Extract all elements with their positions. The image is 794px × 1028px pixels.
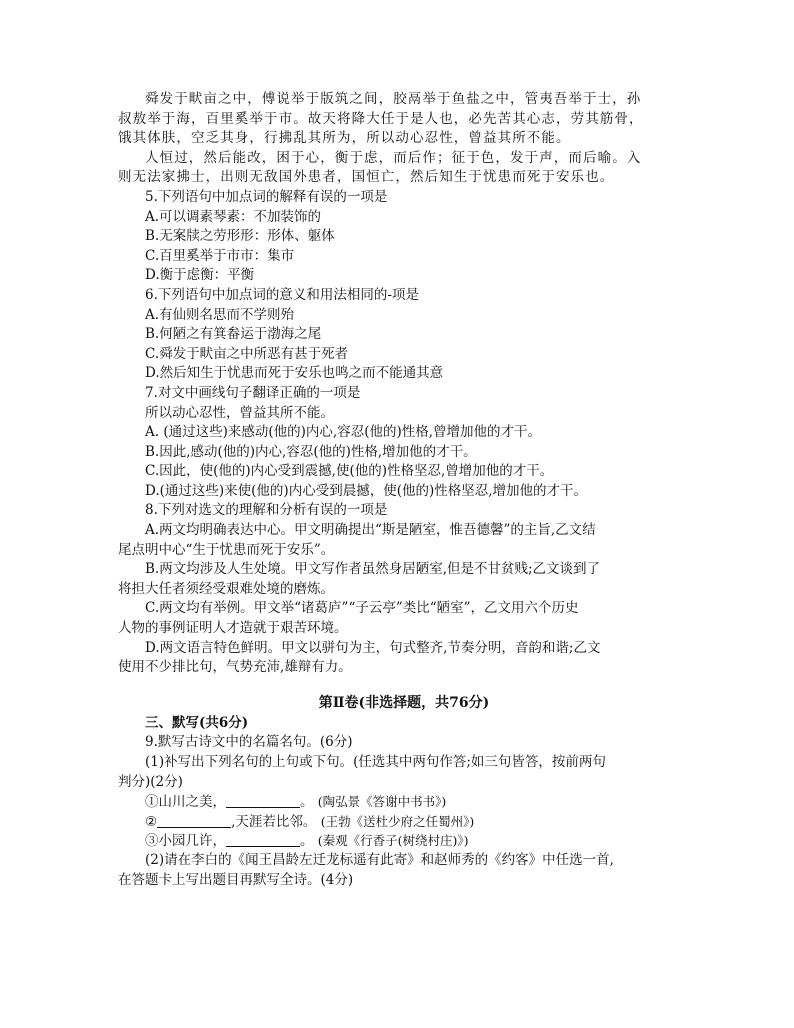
option-b: B.因此,感动(他的)内心,容忍(他的)性格,增加他的才干。 xyxy=(145,443,477,460)
option-b-cont: 将担大任者须经受艰难处境的磨炼。 xyxy=(118,580,334,597)
question-stem: 5.下列语句中加点词的解释有误的一项是 xyxy=(145,188,388,205)
option-d-cont: 使用不少排比句，气势充沛,雄辩有力。 xyxy=(118,659,352,676)
fill-source: (秦观《行香子(树绕村庄)》) xyxy=(317,833,469,849)
question-stem: 7.对文中画线句子翻译正确的一项是 xyxy=(145,384,361,401)
passage-line: 饿其体肤，空乏其身，行拂乱其所为，所以动心忍性，曾益其所不能。 xyxy=(118,130,571,147)
question-5 xyxy=(118,188,690,286)
option-b: B.何陋之有箕畚运于渤海之尾 xyxy=(145,326,322,343)
passage xyxy=(118,90,690,188)
option-c: C.百里奚举于市市：集市 xyxy=(145,247,295,264)
fill-pre: ③小园几许， xyxy=(145,833,226,850)
question-stem: 6.下列语句中加点词的意义和用法相同的-项是 xyxy=(145,286,419,303)
fill-pre: ①山川之美， xyxy=(145,794,226,811)
sub-question-1-cont: 判分)(2分) xyxy=(118,773,183,790)
fill-source: (陶弘景《答谢中书书》) xyxy=(317,794,447,810)
fill-post: 。 xyxy=(300,794,314,811)
sub-question-2-cont: 在答题卡上写出题目再默写全诗。(4分) xyxy=(118,871,354,888)
passage-line: 舜发于畎亩之中，傅说举于版筑之间，胶鬲举于鱼盐之中，管夷吾举于士，孙 xyxy=(145,91,642,107)
fill-item-1 xyxy=(118,792,690,812)
option-a: A. (通过这些)来感动(他的)内心,容忍(他的)性格,曾增加他的才干。 xyxy=(145,424,542,441)
question-8 xyxy=(118,501,690,677)
fill-pre: ② xyxy=(145,813,158,830)
option-b: B.两文均涉及人生处境。甲文写作者虽然身居陋室,但是不甘贫贱;乙文谈到了 xyxy=(145,561,601,578)
part-title: 第Ⅱ卷(非选择题，共76分) xyxy=(318,694,490,711)
fill-source: (王勃《送杜少府之任蜀州》) xyxy=(320,813,475,829)
part-two xyxy=(118,692,690,890)
option-b: B.无案牍之劳形形：形体、躯体 xyxy=(145,228,335,245)
option-d: D.两文语言特色鲜明。甲文以骈句为主，句式整齐,节奏分明，音韵和谐;乙文 xyxy=(145,639,601,656)
quoted-sentence: 所以动心忍性，曾益其所不能。 xyxy=(145,404,334,421)
option-c: C.两文均有举例。甲文举“诸葛庐”“子云亭”类比“陋室”，乙文用六个历史 xyxy=(145,600,579,617)
option-a-cont: 尾点明中心“生于忧患而死于安乐”。 xyxy=(118,541,335,558)
spacer xyxy=(118,678,690,692)
passage-line: 则无法家拂士，出则无敌国外患者，国恒亡，然后知生于忧患而死于安乐也。 xyxy=(118,169,615,186)
question-6 xyxy=(118,286,690,384)
option-a: A.有仙则名思而不学则殆 xyxy=(145,306,295,323)
sub-question-1: (1)补写出下列名句的上句或下句。(任选其中两句作答;如三句皆答，按前两句 xyxy=(145,754,606,770)
answer-blank[interactable] xyxy=(226,832,300,847)
question-7 xyxy=(118,384,690,502)
sub-question-2: (2)请在李白的《闻王昌龄左迁龙标遥有此寄》和赵师秀的《约客》中任选一首, xyxy=(145,851,614,868)
passage-line: 叔敖举于海，百里奚举于市。故天将降大任于是人也，必先苦其心志，劳其筋骨， xyxy=(118,110,644,127)
option-c-cont: 人物的事例证明人才造就于艰苦环境。 xyxy=(118,620,348,637)
fill-item-3 xyxy=(118,831,690,851)
option-a: A.可以调素琴素：不加装饰的 xyxy=(145,208,322,225)
option-a: A.两文均明确表达中心。甲文明确提出“斯是陋室，惟吾德馨”的主旨,乙文结 xyxy=(145,522,596,539)
question-stem: 8.下列对选文的理解和分析有误的一项是 xyxy=(145,502,388,519)
option-d: D.衡于虑衡：平衡 xyxy=(145,267,255,284)
section-heading: 三、默写(共6分) xyxy=(145,714,249,731)
fill-post: 。 xyxy=(300,833,314,850)
answer-blank[interactable] xyxy=(157,813,231,828)
question-stem: 9.默写古诗文中的名篇名句。(6分) xyxy=(145,734,353,751)
option-c: C.舜发于畎亩之中所恶有甚于死者 xyxy=(145,345,349,362)
answer-blank[interactable] xyxy=(226,793,300,808)
fill-post: ,天涯若比邻。 xyxy=(231,813,317,830)
passage-line: 人恒过，然后能改，困于心，衡于虑，而后作；征于色，发于声，而后喻。入 xyxy=(145,149,642,166)
document-page xyxy=(118,90,690,890)
fill-item-2 xyxy=(118,812,690,832)
option-d: D.(通过这些)来使(他的)内心受到晨撼，使(他的)性格坚忍,增加他的才干。 xyxy=(145,482,588,499)
option-c: C.因此，使(他的)内心受到震撼,使(他的)性格坚忍,曾增加他的才干。 xyxy=(145,463,554,480)
option-d: D.然后知生于忧患而死于安乐也鸣之而不能通其意 xyxy=(145,365,444,382)
